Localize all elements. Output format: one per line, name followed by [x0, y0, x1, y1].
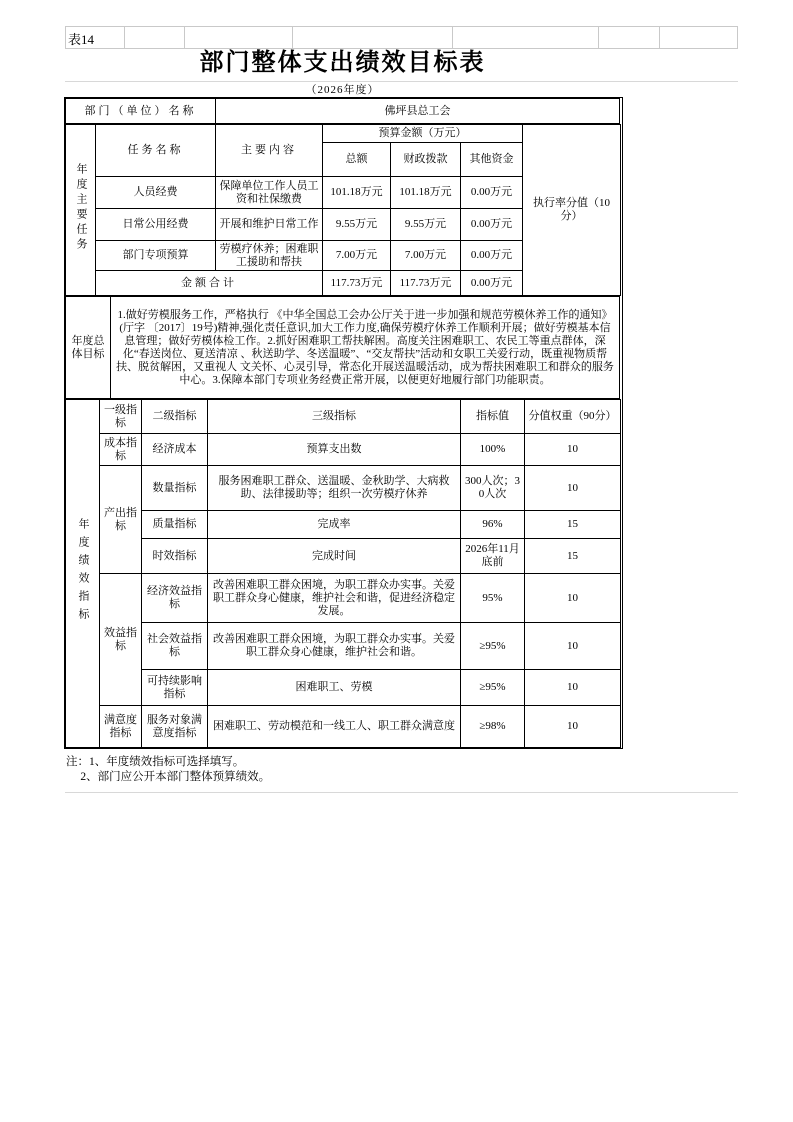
page-title: 部门整体支出绩效目标表: [199, 49, 486, 76]
total-row-total: 117.73万元: [323, 271, 391, 296]
level3-indicator: 完成时间: [208, 539, 461, 574]
indicator-weight: 10: [525, 574, 621, 623]
sheet-tag: 表14: [68, 32, 95, 47]
task-fiscal: 7.00万元: [391, 241, 461, 271]
indicator-value: ≥95%: [461, 670, 525, 706]
footnotes: [66, 755, 666, 785]
dept-name-table: [65, 98, 620, 124]
table-row: [66, 99, 620, 124]
level3-indicator: 预算支出数: [208, 434, 461, 466]
col-header-value: 指标值: [461, 400, 525, 434]
footnote-line: 2、部门应公开本部门整体预算绩效。: [80, 771, 271, 783]
level3-indicator: 困难职工、劳动模范和一线工人、职工群众满意度: [208, 706, 461, 748]
table-row: [66, 574, 621, 623]
task-content: 劳模疗休养；困难职工援助和帮扶: [216, 241, 323, 271]
col-header-level2: 二级指标: [142, 400, 208, 434]
level1-benefit: 效益指标: [100, 574, 142, 706]
indicator-weight: 10: [525, 706, 621, 748]
footnote-indent: [66, 770, 80, 785]
indicator-weight: 15: [525, 511, 621, 539]
table-row: [66, 539, 621, 574]
footnote-prefix: 注：: [66, 756, 89, 768]
level2-indicator: 质量指标: [142, 511, 208, 539]
indicator-value: ≥98%: [461, 706, 525, 748]
indicator-value: 300人次；30人次: [461, 466, 525, 511]
level3-indicator: 改善困难职工群众困境，为职工群众办实事。关爱职工群众身心健康，维护社会和谐，促进经济稳定发展。: [208, 574, 461, 623]
table-row: [66, 125, 621, 143]
table-row: [66, 623, 621, 670]
col-header-level3: 三级指标: [208, 400, 461, 434]
task-total: 9.55万元: [323, 209, 391, 241]
task-other: 0.00万元: [461, 177, 523, 209]
indicator-value: ≥95%: [461, 623, 525, 670]
section-label-annual-goal: 年度总体目标: [66, 297, 111, 399]
col-header-budget: 预算金额（万元）: [323, 125, 523, 143]
level3-indicator: 服务困难职工群众、送温暖、金秋助学、大病救助、法律援助等；组织一次劳模疗休养: [208, 466, 461, 511]
indicator-weight: 10: [525, 623, 621, 670]
total-row-fiscal: 117.73万元: [391, 271, 461, 296]
page-subtitle: （2026年度）: [305, 84, 380, 96]
indicator-value: 100%: [461, 434, 525, 466]
total-row-other: 0.00万元: [461, 271, 523, 296]
level2-indicator: 经济效益指标: [142, 574, 208, 623]
level1-cost: 成本指标: [100, 434, 142, 466]
indicator-weight: 15: [525, 539, 621, 574]
table-row: [66, 400, 621, 434]
level1-satisfaction: 满意度指标: [100, 706, 142, 748]
section-label-indicators: 年度绩效指标: [66, 400, 100, 748]
annual-goal-table: [65, 296, 620, 399]
section-label-annual-tasks: 年度主要任务: [66, 125, 96, 296]
task-name: 人员经费: [96, 177, 216, 209]
col-header-exec-rate-score: 执行率分值（10分）: [523, 125, 621, 296]
col-header-task-name: 任务名称: [96, 125, 216, 177]
footnote-line: 1、年度绩效指标可选择填写。: [89, 756, 245, 768]
total-row-label: 金额合计: [96, 271, 323, 296]
level2-indicator: 服务对象满意度指标: [142, 706, 208, 748]
table-row: [66, 434, 621, 466]
col-header-level1: 一级指标: [100, 400, 142, 434]
level2-indicator: 社会效益指标: [142, 623, 208, 670]
annual-goal-text: 1.做好劳模服务工作，严格执行 《中华全国总工会办公厅关于进一步加强和规范劳模休养工作的通知》(厅字 〔2017〕19号)精神,强化责任意识,加大工作力度,确保劳模疗休养工作顺利开展；做好劳模基本信息管理；做好劳模体检工作。2.抓好困难职工帮扶解困。高度关注困难职工、农民工等重点群体，深化“春送岗位、夏送清凉 、秋送助学、冬送温暖”、“交友帮扶”活动和女职工关爱行动，既重视物质帮扶、脱贫解困，又重视人 文关怀、心灵引导，常态化开展送温暖活动，成为帮扶困难职工和群众的服务中心。3.保障本部门专项业务经费正常开展，以便更好地履行部门功能职责。: [111, 297, 620, 399]
level3-indicator: 完成率: [208, 511, 461, 539]
table-row: [66, 466, 621, 511]
level2-indicator: 经济成本: [142, 434, 208, 466]
table-row: [66, 297, 620, 399]
task-name: 日常公用经费: [96, 209, 216, 241]
task-name: 部门专项预算: [96, 241, 216, 271]
indicator-weight: 10: [525, 670, 621, 706]
indicators-table: [65, 399, 621, 748]
level2-indicator: 数量指标: [142, 466, 208, 511]
task-content: 保障单位工作人员工资和社保缴费: [216, 177, 323, 209]
level3-indicator: 改善困难职工群众困境，为职工群众办实事。关爱职工群众身心健康，维护社会和谐。: [208, 623, 461, 670]
task-fiscal: 9.55万元: [391, 209, 461, 241]
col-header-total: 总额: [323, 143, 391, 177]
table-row: [66, 511, 621, 539]
indicator-weight: 10: [525, 434, 621, 466]
task-fiscal: 101.18万元: [391, 177, 461, 209]
col-header-main-content: 主要内容: [216, 125, 323, 177]
table-row: [66, 670, 621, 706]
dept-name-value: 佛坪县总工会: [216, 99, 620, 124]
task-content: 开展和维护日常工作: [216, 209, 323, 241]
indicator-value: 95%: [461, 574, 525, 623]
col-header-other: 其他资金: [461, 143, 523, 177]
annual-tasks-table: [65, 124, 621, 296]
level2-indicator: 时效指标: [142, 539, 208, 574]
indicator-value: 2026年11月底前: [461, 539, 525, 574]
task-total: 101.18万元: [323, 177, 391, 209]
table-row: [66, 706, 621, 748]
dept-name-label: 部门（单位）名称: [66, 99, 216, 124]
task-other: 0.00万元: [461, 209, 523, 241]
task-total: 7.00万元: [323, 241, 391, 271]
task-other: 0.00万元: [461, 241, 523, 271]
performance-target-table: [64, 97, 623, 749]
gridline: [65, 792, 738, 793]
col-header-fiscal: 财政拨款: [391, 143, 461, 177]
indicator-value: 96%: [461, 511, 525, 539]
col-header-weight: 分值权重（90分）: [525, 400, 621, 434]
level1-output: 产出指标: [100, 466, 142, 574]
level2-indicator: 可持续影响指标: [142, 670, 208, 706]
indicator-weight: 10: [525, 466, 621, 511]
level3-indicator: 困难职工、劳模: [208, 670, 461, 706]
